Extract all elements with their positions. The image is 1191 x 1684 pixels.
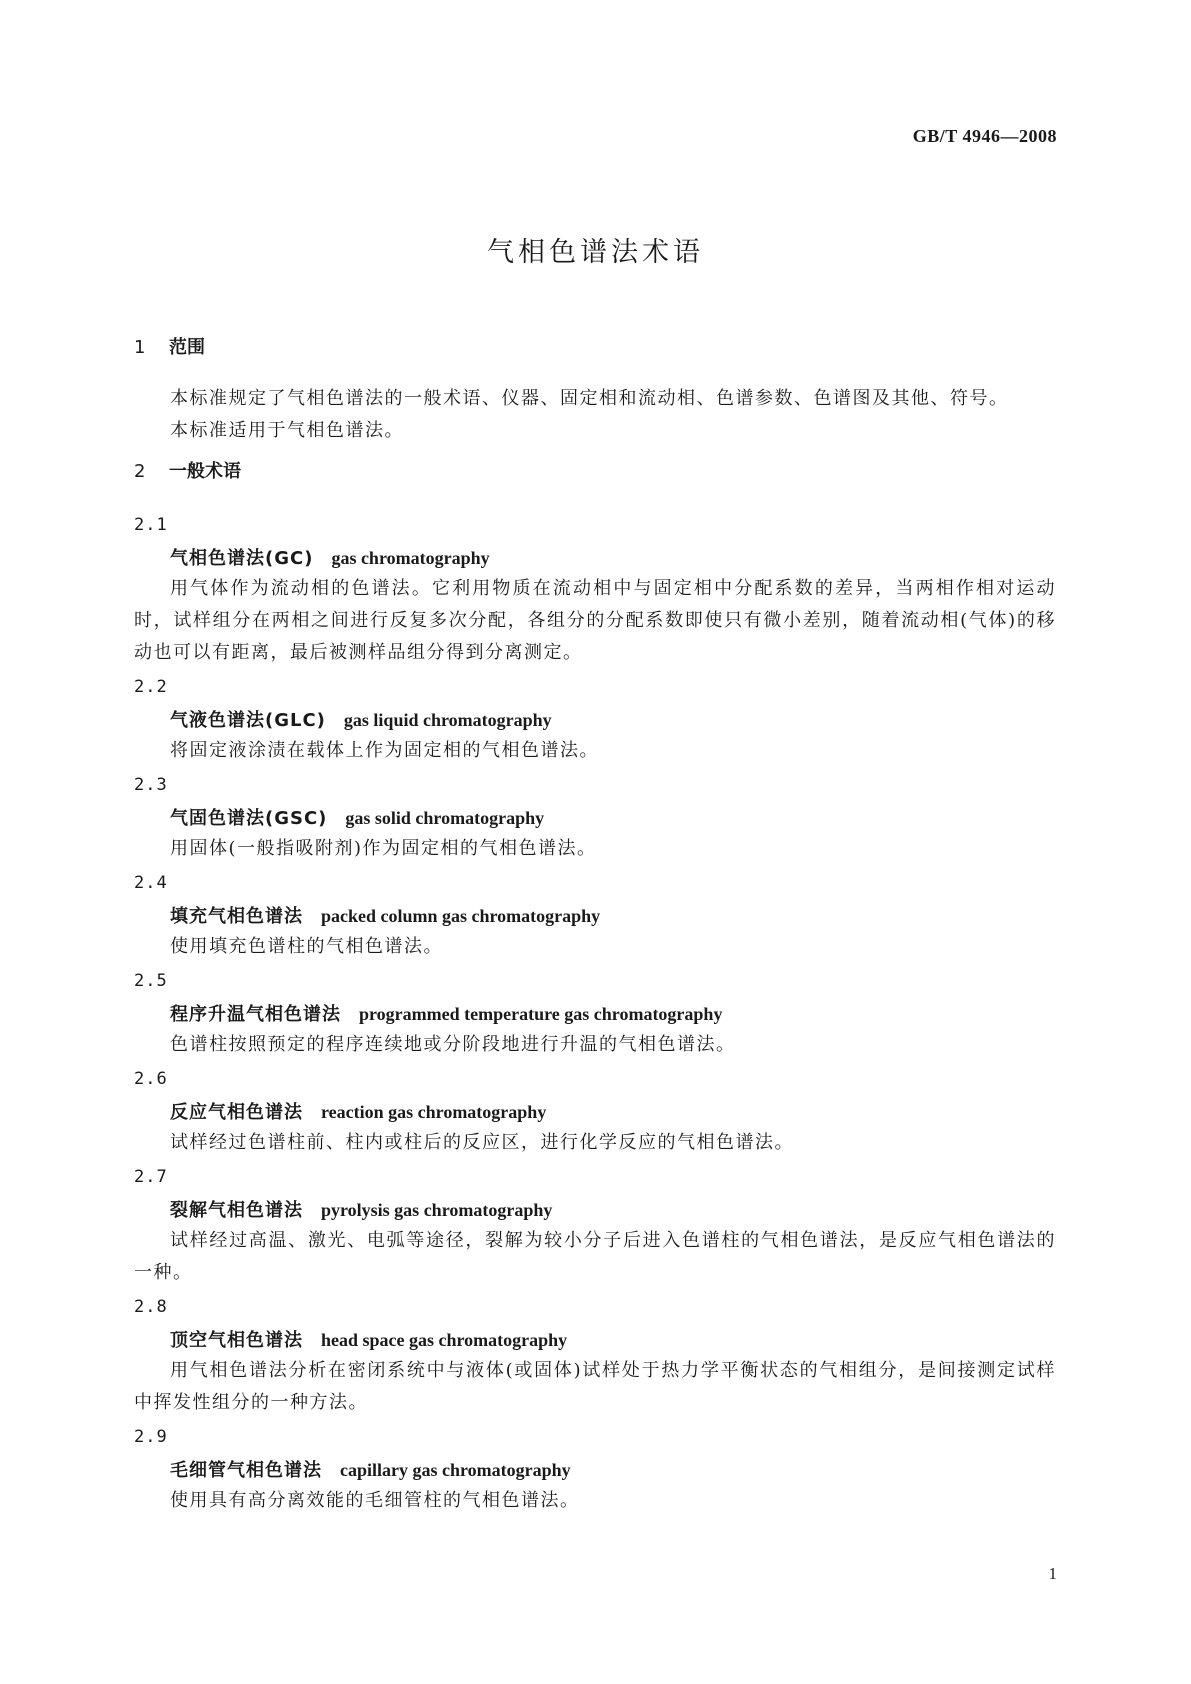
clause-number: 2.1 (134, 515, 168, 535)
document-title: 气相色谱法术语 (487, 237, 704, 268)
standard-code: GB/T 4946—2008 (912, 126, 1057, 146)
clause-number: 2.8 (134, 1297, 168, 1317)
term-definition: 用气相色谱法分析在密闭系统中与液体(或固体)试样处于热力学平衡状态的气相组分，是间接测定试样中挥发性组分的一种方法。 (134, 1360, 1056, 1413)
clause-number: 2.4 (134, 873, 168, 893)
term-definition: 用气体作为流动相的色谱法。它利用物质在流动相中与固定相中分配系数的差异，当两相作相对运动时，试样组分在两相之间进行反复多次分配，各组分的分配系数即使只有微小差别，随着流动相(气体)的移动也可以有距离，最后被测样品组分得到分离测定。 (134, 578, 1056, 663)
term-definition: 用固体(一般指吸附剂)作为固定相的气相色谱法。 (170, 838, 597, 859)
scope-paragraph: 本标准适用于气相色谱法。 (170, 420, 404, 441)
clause-number: 2.9 (134, 1427, 168, 1447)
term-line (134, 543, 1056, 573)
page-number: 1 (1048, 1564, 1057, 1583)
scope-paragraph: 本标准规定了气相色谱法的一般术语、仪器、固定相和流动相、色谱参数、色谱图及其他、符号。 (170, 388, 1009, 409)
term-chinese: 反应气相色谱法 (170, 1102, 303, 1123)
term-chinese: 填充气相色谱法 (170, 906, 303, 927)
term-line (134, 803, 1056, 833)
clause-number: 2.7 (134, 1167, 168, 1187)
term-line (134, 1097, 1056, 1127)
term-entry (134, 963, 1056, 1061)
clause-number: 2.5 (134, 971, 168, 991)
clause-number: 2.3 (134, 775, 168, 795)
term-english: gas solid chromatography (345, 808, 545, 828)
section-2-heading (134, 457, 1056, 487)
term-english: capillary gas chromatography (340, 1460, 571, 1480)
term-english: reaction gas chromatography (321, 1102, 547, 1122)
term-chinese: 程序升温气相色谱法 (170, 1004, 341, 1025)
section-number: 1 (134, 337, 146, 358)
term-line (134, 999, 1056, 1029)
term-chinese: 裂解气相色谱法 (170, 1200, 303, 1221)
term-definition: 试样经过高温、激光、电弧等途径，裂解为较小分子后进入色谱柱的气相色谱法，是反应气相色谱法的一种。 (134, 1230, 1056, 1283)
term-line (134, 705, 1056, 735)
term-english: gas liquid chromatography (343, 710, 552, 730)
term-line (134, 901, 1056, 931)
term-definition: 试样经过色谱柱前、柱内或柱后的反应区，进行化学反应的气相色谱法。 (170, 1132, 794, 1153)
clause-number: 2.2 (134, 677, 168, 697)
term-english: programmed temperature gas chromatography (359, 1004, 723, 1024)
term-english: packed column gas chromatography (321, 906, 601, 926)
term-chinese: 气液色谱法(GLC) (170, 710, 326, 731)
term-entry (134, 669, 1056, 767)
term-chinese: 气相色谱法(GC) (170, 548, 314, 569)
term-english: head space gas chromatography (321, 1330, 568, 1350)
clause-number: 2.6 (134, 1069, 168, 1089)
term-entry (134, 767, 1056, 865)
term-chinese: 顶空气相色谱法 (170, 1330, 303, 1351)
term-entry (134, 507, 1056, 669)
term-definition: 色谱柱按照预定的程序连续地或分阶段地进行升温的气相色谱法。 (170, 1034, 736, 1055)
section-number: 2 (134, 461, 146, 482)
term-definition: 使用填充色谱柱的气相色谱法。 (170, 936, 443, 957)
term-entry (134, 1419, 1056, 1517)
term-entry (134, 1289, 1056, 1419)
term-definition: 使用具有高分离效能的毛细管柱的气相色谱法。 (170, 1490, 580, 1511)
term-chinese: 气固色谱法(GSC) (170, 808, 328, 829)
term-entry (134, 1159, 1056, 1289)
term-list (134, 507, 1056, 1517)
section-1-heading (134, 333, 1056, 363)
term-english: pyrolysis gas chromatography (321, 1200, 553, 1220)
term-entry (134, 1061, 1056, 1159)
term-definition: 将固定液涂渍在载体上作为固定相的气相色谱法。 (170, 740, 599, 761)
term-chinese: 毛细管气相色谱法 (170, 1460, 322, 1481)
section-title: 一般术语 (169, 461, 241, 482)
section-title: 范围 (169, 337, 205, 358)
term-line (134, 1195, 1056, 1225)
document-body (134, 333, 1056, 1517)
term-line (134, 1325, 1056, 1355)
term-line (134, 1455, 1056, 1485)
term-entry (134, 865, 1056, 963)
term-english: gas chromatography (331, 548, 490, 568)
